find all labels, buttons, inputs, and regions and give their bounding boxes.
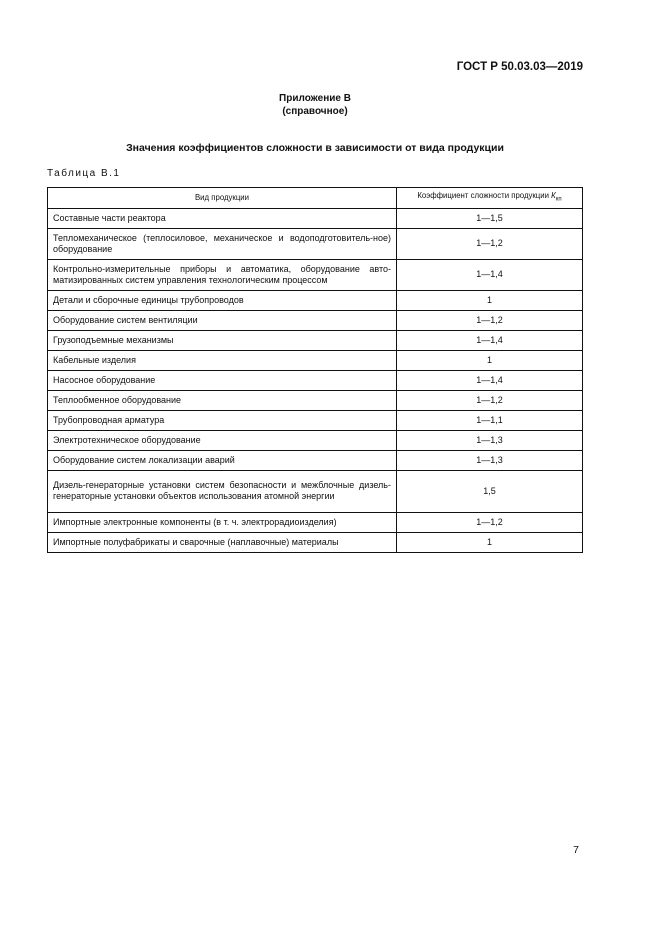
appendix-title-block bbox=[0, 92, 630, 118]
table-label: Таблица В.1 bbox=[47, 168, 121, 179]
value-cell: 1—1,2 bbox=[397, 310, 583, 330]
table-row bbox=[48, 450, 583, 470]
table-row bbox=[48, 350, 583, 370]
column-header-product: Вид продукции bbox=[48, 188, 397, 209]
table-row bbox=[48, 390, 583, 410]
value-cell: 1—1,3 bbox=[397, 430, 583, 450]
table-row bbox=[48, 370, 583, 390]
value-cell: 1—1,4 bbox=[397, 330, 583, 350]
value-cell: 1—1,4 bbox=[397, 370, 583, 390]
table-row bbox=[48, 290, 583, 310]
product-cell: Оборудование систем вентиляции bbox=[48, 310, 397, 330]
table-row bbox=[48, 410, 583, 430]
appendix-title: Приложение В bbox=[279, 93, 351, 104]
value-cell: 1 bbox=[397, 350, 583, 370]
product-cell: Детали и сборочные единицы трубопроводов bbox=[48, 290, 397, 310]
coefficient-subscript: кп bbox=[555, 196, 562, 203]
value-cell: 1—1,2 bbox=[397, 228, 583, 259]
value-cell: 1 bbox=[397, 290, 583, 310]
value-cell: 1—1,5 bbox=[397, 208, 583, 228]
product-cell: Грузоподъемные механизмы bbox=[48, 330, 397, 350]
table-row bbox=[48, 259, 583, 290]
table-row bbox=[48, 532, 583, 552]
product-cell: Дизель-генераторные установки систем безопасности и межблочные дизель-генераторные установки объектов использования атомной энергии bbox=[48, 470, 397, 512]
product-cell: Импортные полуфабрикаты и сварочные (наплавочные) материалы bbox=[48, 532, 397, 552]
value-cell: 1—1,4 bbox=[397, 259, 583, 290]
document-code: ГОСТ Р 50.03.03—2019 bbox=[456, 61, 583, 73]
product-cell: Составные части реактора bbox=[48, 208, 397, 228]
value-cell: 1—1,3 bbox=[397, 450, 583, 470]
value-cell: 1—1,2 bbox=[397, 512, 583, 532]
value-cell: 1—1,1 bbox=[397, 410, 583, 430]
column-header-coefficient-text: Коэффициент сложности продукции bbox=[417, 191, 552, 200]
product-cell: Импортные электронные компоненты (в т. ч. электрорадиоизделия) bbox=[48, 512, 397, 532]
section-heading: Значения коэффициентов сложности в зависимости от вида продукции bbox=[126, 142, 504, 154]
appendix-subtitle: (справочное) bbox=[282, 106, 348, 117]
table-row bbox=[48, 430, 583, 450]
product-cell: Контрольно-измерительные приборы и автоматика, оборудование авто-матизированных систем управления технологическим процессом bbox=[48, 259, 397, 290]
coefficient-symbol: К bbox=[551, 191, 556, 200]
product-cell: Электротехническое оборудование bbox=[48, 430, 397, 450]
product-cell: Кабельные изделия bbox=[48, 350, 397, 370]
product-cell: Насосное оборудование bbox=[48, 370, 397, 390]
page-number: 7 bbox=[573, 844, 579, 856]
value-cell: 1,5 bbox=[397, 470, 583, 512]
table-row bbox=[48, 470, 583, 512]
product-cell: Тепломеханическое (теплосиловое, механическое и водоподготовитель-ное) оборудование bbox=[48, 228, 397, 259]
value-cell: 1 bbox=[397, 532, 583, 552]
column-header-coefficient bbox=[397, 188, 583, 209]
table-row bbox=[48, 208, 583, 228]
table-row bbox=[48, 310, 583, 330]
table-row bbox=[48, 228, 583, 259]
product-cell: Трубопроводная арматура bbox=[48, 410, 397, 430]
product-cell: Теплообменное оборудование bbox=[48, 390, 397, 410]
table-row bbox=[48, 330, 583, 350]
table-header-row bbox=[48, 188, 583, 209]
product-cell: Оборудование систем локализации аварий bbox=[48, 450, 397, 470]
coefficient-table bbox=[47, 187, 583, 553]
value-cell: 1—1,2 bbox=[397, 390, 583, 410]
table-row bbox=[48, 512, 583, 532]
